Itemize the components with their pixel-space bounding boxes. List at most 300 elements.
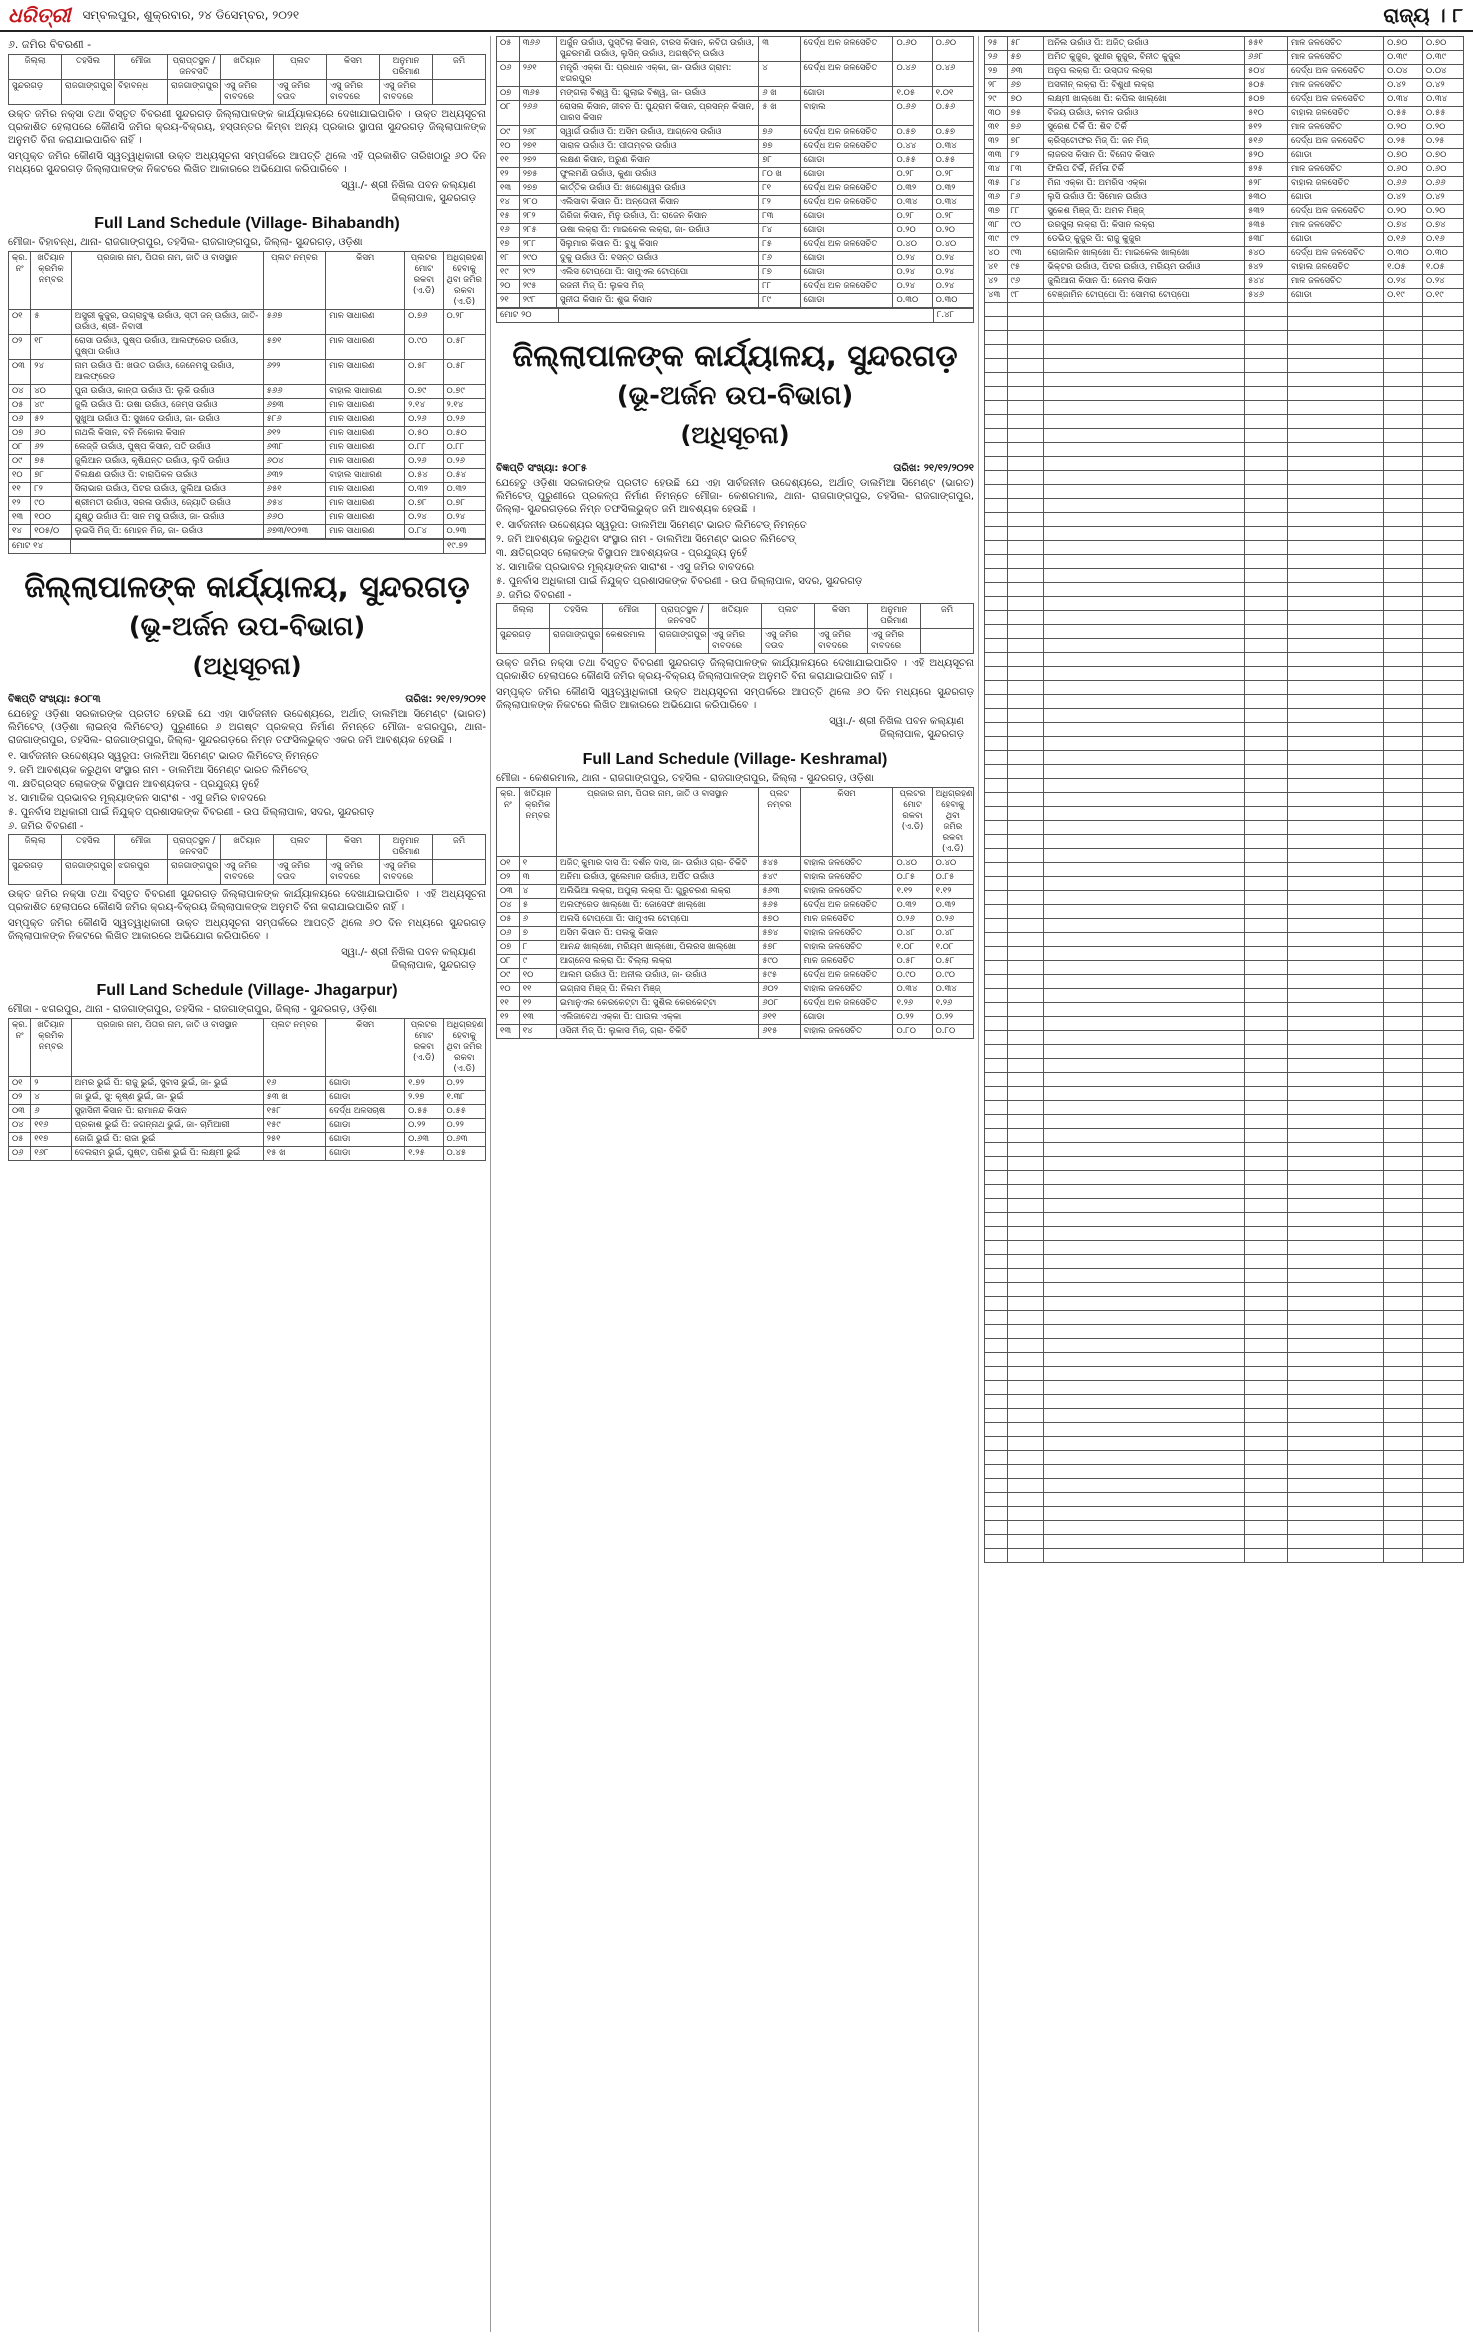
table-cell [1384,387,1423,401]
table-cell [1007,1339,1044,1353]
table-header: ଖତିୟାନ [709,604,762,629]
table-cell [1007,793,1044,807]
table-cell [985,527,1008,541]
table-cell [1007,1241,1044,1255]
table-header: ଅଧିଗ୍ରହଣ ହେବାକୁ ଥିବା ଜମିର ରକବା (ଏ.ଡି) [443,1019,486,1077]
table-row [9,310,486,335]
table-cell [985,793,1008,807]
table-cell [1423,1129,1464,1143]
table-cell [1007,317,1044,331]
table-cell [1044,1129,1245,1143]
table-cell [1044,1507,1245,1521]
table-cell [1423,1199,1464,1213]
table-cell: ରୋଜାଲିନ ଖାଲ୍ଖୋ ପି: ମାଇକେଲ ଖାଲ୍ଖୋ [1044,247,1245,261]
table-cell: ୨୯୫ [519,280,556,294]
table-cell: ଗୋଡା [326,1119,405,1133]
table-row [985,1101,1464,1115]
table-row [985,1465,1464,1479]
table-cell [985,583,1008,597]
table-cell [1244,499,1287,513]
table-cell [1423,597,1464,611]
table-row [9,1077,486,1091]
table-cell [1044,1381,1245,1395]
table-cell: ୦୮ [9,441,31,455]
table-row [9,385,486,399]
table-cell [985,1283,1008,1297]
table-row [985,485,1464,499]
table-cell [1423,1269,1464,1283]
table-cell [1044,1213,1245,1227]
table-row [985,891,1464,905]
table-cell [1007,1479,1044,1493]
table-cell [1244,401,1287,415]
table-cell: ବିଜୟ ଉରାଁଓ, କମଳ ଉରାଁଓ [1044,107,1245,121]
table-cell: ମାଳ ଜଳସେଚିତ [1287,219,1383,233]
table-cell [1384,485,1423,499]
table-row [985,1087,1464,1101]
table-cell [1244,1213,1287,1227]
table-cell: ଏସୁ ଜମିର ଦଉଦ [274,80,327,105]
table-cell [1244,933,1287,947]
table-cell: ୨ [31,1077,71,1091]
table-cell [985,905,1008,919]
table-cell [1007,1325,1044,1339]
table-cell [1007,1199,1044,1213]
table-cell [1244,877,1287,891]
table-cell: ୩୬ [985,191,1008,205]
table-cell: ମାଳ ଜଳସେଚିତ [1287,163,1383,177]
table-cell: ୦.୨୨ [932,1011,973,1025]
table-cell: ମାଳ ସାଧାରଣ [326,441,405,455]
table-cell [1287,919,1383,933]
table-cell: ୫୧୦ [1244,107,1287,121]
table-cell [1423,821,1464,835]
table-cell [1384,1003,1423,1017]
table-cell [1423,1353,1464,1367]
total-label: ମୋଟ ୧୪ [9,540,71,554]
table-cell: କାର୍ତ୍ତିକ ଉରାଁଓ ପି: ଖଗେଶ୍ୱର ଉରାଁଓ [556,182,758,196]
table-cell: ମାଳ ଜଳସେଚିତ [1287,51,1383,65]
table-cell [1384,639,1423,653]
table-row [985,513,1464,527]
table-cell: ଦେର୍ଦ୍ଧ ଅଳ ଜଳସେଚିତ [1287,135,1383,149]
table-cell: ବାହାଲ ଜଳସେଚିତ [1287,261,1383,275]
table-row [985,807,1464,821]
table-cell: ୫୨୦ [1244,149,1287,163]
table-cell: ବାହାଲ ସାଧାରଣ [326,385,405,399]
table-cell [1044,779,1245,793]
table-row [985,541,1464,555]
table-cell [1044,527,1245,541]
table-cell: ୬୦୮ [759,997,800,1011]
table-cell [1044,1199,1245,1213]
table-cell [985,1129,1008,1143]
table-cell: ୦.୧୯ [1384,289,1423,303]
table-cell: ଗୋଡା [800,252,893,266]
table-cell [1007,1353,1044,1367]
table-cell: ୭୫ [1007,107,1044,121]
table-cell [1007,1493,1044,1507]
table-cell [1423,1255,1464,1269]
table-cell [985,1479,1008,1493]
table-cell [1384,807,1423,821]
table-cell [1007,527,1044,541]
table-cell [1244,653,1287,667]
table-row [985,219,1464,233]
table-cell: ବାହାଲ ଜଳସେଚିତ [800,857,893,871]
table-cell [985,1241,1008,1255]
table-cell: ୧୦୫/୦ [31,525,71,539]
table-row [985,737,1464,751]
table-cell [985,863,1008,877]
table-cell: ଉରସୁଲା ଲକ୍ରା ପି: କିସାନ ଲକ୍ରା [1044,219,1245,233]
table-cell: ୦.୨୦ [1384,121,1423,135]
table-row [985,499,1464,513]
table-cell: ବାହାଲ [800,101,893,126]
land-details-heading: ୬. ଜମିର ବିବରଣୀ - [8,38,92,51]
table-cell [985,1451,1008,1465]
table-cell [1287,429,1383,443]
table-cell: ୧୦ [519,969,556,983]
table-cell [1244,345,1287,359]
table-cell [1244,471,1287,485]
table-cell [1007,429,1044,443]
table-cell [1423,1409,1464,1423]
table-cell: ୫୮୬ [263,413,326,427]
table-cell: ୦.୮୪ [405,525,443,539]
table-cell [1287,1241,1383,1255]
table-cell [1007,1395,1044,1409]
table-cell: ୦.୨୮ [932,210,973,224]
notice-subtitle: (ଭୂ-ଅର୍ଜନ ଉପ-ବିଭାଗ) [616,381,854,411]
total-label: ମୋଟ ୨୦ [497,309,559,323]
table-cell: ୪ [31,1091,71,1105]
table-cell: ୦.୭୦ [1384,37,1423,51]
table-header: ତହସିଲ [550,604,603,629]
table-cell [1384,1185,1423,1199]
table-cell [985,821,1008,835]
table-header: ଅଧିଗ୍ରହଣ ହେବାକୁ ଥିବା ଜମିର ରକବା (ଏ.ଡି) [443,252,486,310]
table-cell: ୧୩ [519,1011,556,1025]
table-cell: ୧୧୭ [31,1133,71,1147]
table-cell [1287,989,1383,1003]
table-row [497,140,974,154]
summary-table-keshramal [496,603,974,654]
table-row [985,695,1464,709]
table-cell [1244,835,1287,849]
table-cell: ୫୩୨ [1244,205,1287,219]
table-cell: ୦.୫୭ [893,126,932,140]
table-row [985,37,1464,51]
table-cell [1244,1493,1287,1507]
table-cell: ୨.୧୪ [405,399,443,413]
table-cell [1384,653,1423,667]
table-cell [1384,1143,1423,1157]
table-row [985,1353,1464,1367]
table-cell: ୮୮ [759,280,800,294]
table-cell [1423,681,1464,695]
table-cell [1244,1437,1287,1451]
table-cell: ୦.୯୦ [405,335,443,360]
table-header: ପ୍ଲଟ ନମ୍ବର [263,1019,326,1077]
table-cell [1287,443,1383,457]
table-cell: ୮ [519,941,556,955]
table-cell [1423,1325,1464,1339]
table-cell [1044,1283,1245,1297]
table-cell: ୧୨ [9,497,31,511]
table-cell: ରୋସା ଉରାଁଓ, ପୁଷ୍ପ ଉରାଁଓ, ଆଲଫ୍ରେଡ ଉରାଁଓ, ପୁଷ୍ପା ଉରାଁଓ [71,335,263,360]
table-cell [1384,1535,1423,1549]
table-cell: ୫୪୪ [1244,275,1287,289]
table-cell [1044,905,1245,919]
table-cell: ୦.୪୬ [932,62,973,87]
table-cell: ୫୭୦ [759,913,800,927]
table-cell [1044,1325,1245,1339]
table-row [497,997,974,1011]
table-cell [1384,1241,1423,1255]
table-cell [1287,1311,1383,1325]
table-cell [1044,1087,1245,1101]
table-row [985,821,1464,835]
table-cell [1384,443,1423,457]
table-cell: ୩ [759,37,800,62]
table-cell: ଗୋଡା [326,1091,405,1105]
table-cell: ୬୭୩ [263,399,326,413]
table-cell [1007,555,1044,569]
table-cell [1423,1311,1464,1325]
table-cell: ଦେର୍ଦ୍ଧ ଅଳ ଜଳସେଚିତ [800,62,893,87]
table-cell [1007,933,1044,947]
table-cell [1044,331,1245,345]
table-cell [1244,793,1287,807]
table-cell [985,989,1008,1003]
table-cell: ୦୨ [9,1091,31,1105]
table-cell [1287,387,1383,401]
signatory-title: ଜିଲ୍ଲାପାଳ, ସୁନ୍ଦରଗଡ଼ [879,729,964,740]
notice-point: ୫. ପୁନର୍ବାସ ଅଧିକାରୀ ପାଇଁ ନିଯୁକ୍ତ ପ୍ରଶାସକଙ୍କ ବିବରଣୀ - ଉପ ଜିଲ୍ଲାପାଳ, ସଦର, ସୁନ୍ଦରଗଡ଼ [8,807,375,818]
notice-point: ୬. ଜମିର ବିବରଣୀ - [496,590,572,601]
table-cell [1244,779,1287,793]
table-cell [1287,471,1383,485]
table-cell [1007,597,1044,611]
table-cell [1423,793,1464,807]
table-cell [985,877,1008,891]
table-cell [1384,331,1423,345]
notice-points [496,519,974,602]
table-header: କିସମ [326,1019,405,1077]
table-cell: ୮୫ [759,238,800,252]
table-cell [1423,1521,1464,1535]
table-cell: କେଶରମାଲ [603,629,656,654]
table-cell: ୦.୩୨ [932,899,973,913]
table-row [9,413,486,427]
notice-title: ଜିଲ୍ଲାପାଳଙ୍କ କାର୍ଯ୍ୟାଳୟ, ସୁନ୍ଦରଗଡ଼ [512,339,958,374]
table-cell: ୦.୬୦ [932,37,973,62]
table-cell: ୮୯ [759,294,800,308]
table-cell [1384,667,1423,681]
table-row [9,511,486,525]
table-cell [1384,611,1423,625]
table-cell [1287,1185,1383,1199]
table-cell [1423,499,1464,513]
table-cell [1384,947,1423,961]
table-cell: ୦.୫୮ [443,360,486,385]
table-cell: ଯୁଷ୍ଠୁ ଉରାଁଓ ପି: ସାନ ମସୁ ଉରାଁଓ, ଜା- ଉରାଁଓ [71,511,263,525]
table-cell [1287,891,1383,905]
table-cell [985,1507,1008,1521]
table-cell [985,835,1008,849]
table-cell [1287,555,1383,569]
table-cell: ଆନନ୍ଦ ଖାଲ୍ଖୋ, ମରିୟମ ଖାଲ୍ଖୋ, ପିଲରସ ଖାଲ୍ଖୋ [556,941,758,955]
table-cell: ଗୋଡା [1287,233,1383,247]
table-cell [1423,1073,1464,1087]
table-cell [1244,513,1287,527]
table-cell [1244,1507,1287,1521]
table-cell [1244,765,1287,779]
table-row [985,1395,1464,1409]
issue-date: ସମ୍ବଲପୁର, ଶୁକ୍ରବାର, ୨୪ ଡିସେମ୍ବର, ୨୦୨୧ [82,7,300,22]
table-cell: ୫୬୭ [263,310,326,335]
table-cell [1287,1507,1383,1521]
table-cell [1287,1367,1383,1381]
table-cell: ୭୦ [1007,93,1044,107]
table-cell: ଏଲିସ ଟୋପ୍ପୋ ପି: ସାମୁଏଲ ଟୋପ୍ପୋ [556,266,758,280]
table-cell: ମଙ୍ଗଲା ବିଶ୍ୱ ପି: ଗୁଲାଇ ବିଶ୍ୱ, ଜା- ଉରାଁଓ [556,87,758,101]
table-row [985,1255,1464,1269]
table-cell: ୫୦୭ [1244,93,1287,107]
table-cell [1007,1507,1044,1521]
table-cell [985,639,1008,653]
table-cell [1423,1017,1464,1031]
table-header: କିସମ [327,55,380,80]
table-cell [1044,513,1245,527]
table-cell [985,1535,1008,1549]
table-row [985,849,1464,863]
table-cell: ବାହାଲ ଜଳସେଚିତ [800,871,893,885]
table-cell [1007,807,1044,821]
table-cell [1287,527,1383,541]
table-cell [1007,373,1044,387]
table-cell: ୫୩୮ [1244,233,1287,247]
table-cell [1287,765,1383,779]
table-cell [1423,1101,1464,1115]
table-cell: ୮୩ [759,210,800,224]
table-cell [1244,555,1287,569]
table-cell: ଏସୁ ଜମିର ଦଉଦ [274,860,327,885]
table-cell: ୨୬୮ [519,126,556,140]
table-cell [1244,1157,1287,1171]
table-cell [1244,849,1287,863]
table-cell: ୦.୩୨ [893,182,932,196]
table-cell: ୦.୨୫ [1384,135,1423,149]
table-cell: ୭୮ [31,469,71,483]
table-header: ତହସିଲ [62,55,115,80]
table-cell: ୫୩ ଖ [263,1091,326,1105]
table-cell: ସୁନ୍ଦରଗଡ଼ [9,80,62,105]
table-cell: ଏସୁ ଜମିର ବାବଦରେ [815,629,868,654]
table-cell [1423,1367,1464,1381]
table-cell [1287,793,1383,807]
table-cell: ୫ [519,899,556,913]
table-cell [1044,1031,1245,1045]
table-row [985,779,1464,793]
table-cell [1423,849,1464,863]
table-cell: ୦.୪୦ [932,238,973,252]
table-cell [985,1367,1008,1381]
table-cell: ୬ [31,1105,71,1119]
table-cell [1384,1395,1423,1409]
table-cell [1244,583,1287,597]
column-1 [8,36,486,2332]
table-cell [1423,1227,1464,1241]
table-cell: ୧.୩୮ [443,1091,486,1105]
table-cell: ସୁହାସିନୀ କିସାନ ପି: ରାମାନନ୍ଦ କିସାନ [71,1105,263,1119]
table-cell [1287,1255,1383,1269]
table-cell [1044,667,1245,681]
table-row [985,835,1464,849]
table-cell [1007,1367,1044,1381]
table-cell [1287,1493,1383,1507]
table-cell: ୦.୫୮ [893,955,932,969]
table-cell: ୦୮ [497,101,520,126]
table-cell [1384,429,1423,443]
table-cell [1244,1087,1287,1101]
table-cell: ୭୫ [31,455,71,469]
table-cell [1244,317,1287,331]
table-cell [1007,765,1044,779]
table-cell [1044,1101,1245,1115]
table-cell: ୦.୨୨ [893,1011,932,1025]
table-cell [1044,1115,1245,1129]
table-cell: ଏସୁ ଜମିର ବାବଦରେ [709,629,762,654]
table-cell [985,961,1008,975]
table-cell [1384,401,1423,415]
table-cell [1287,317,1383,331]
table-cell: ଜୁଲିଆନା କିସାନ ପି: ଜେମସ କିସାନ [1044,275,1245,289]
table-cell: ୨୮୨ [519,210,556,224]
table-cell [1044,387,1245,401]
table-cell: ୫୮ [1007,37,1044,51]
table-row [9,1119,486,1133]
table-cell [1423,709,1464,723]
table-cell [1044,961,1245,975]
table-cell [1007,611,1044,625]
table-cell [985,569,1008,583]
table-cell: ୦.୫୫ [1423,107,1464,121]
table-cell [1287,779,1383,793]
table-cell: ୬୨୨ [263,360,326,385]
table-cell [1287,667,1383,681]
table-cell [1244,1017,1287,1031]
table-cell: ଦେର୍ଦ୍ଧ ଅଳ ଜଳସେଚିତ [800,899,893,913]
table-cell: ୦୬ [497,927,520,941]
table-cell: ଦେର୍ଦ୍ଧ ଅଳ ଜଳସେଚିତ [1287,93,1383,107]
table-cell: ୧୮ [31,335,71,360]
table-cell: ୧୦ [9,469,31,483]
mouza-line: ମୌଜା- ବିହାବନ୍ଧ, ଥାନା- ରାଜଗାଙ୍ଗପୁର, ତହସିଲ- ରାଜଗାଙ୍ଗପୁର, ଜିଲ୍ଲା- ସୁନ୍ଦରଗଡ଼, ଓଡ଼ିଶା [8,237,363,248]
table-cell: ୦.୨୬ [443,413,486,427]
table-cell: ମାଳ ଜଳସେଚିତ [1287,79,1383,93]
table-cell: ୦.୨୦ [893,224,932,238]
table-header: ପ୍ଲଟ [274,835,327,860]
table-cell: ଲୁସି ଉରାଁଓ ପି: ସିମୋନ ଉରାଁଓ [1044,191,1245,205]
table-cell: ୦.୪୫ [443,1147,486,1161]
table-cell: ୨୭୧ [519,140,556,154]
table-row [985,1479,1464,1493]
table-cell [1384,1255,1423,1269]
table-cell [1007,849,1044,863]
table-cell [1044,597,1245,611]
